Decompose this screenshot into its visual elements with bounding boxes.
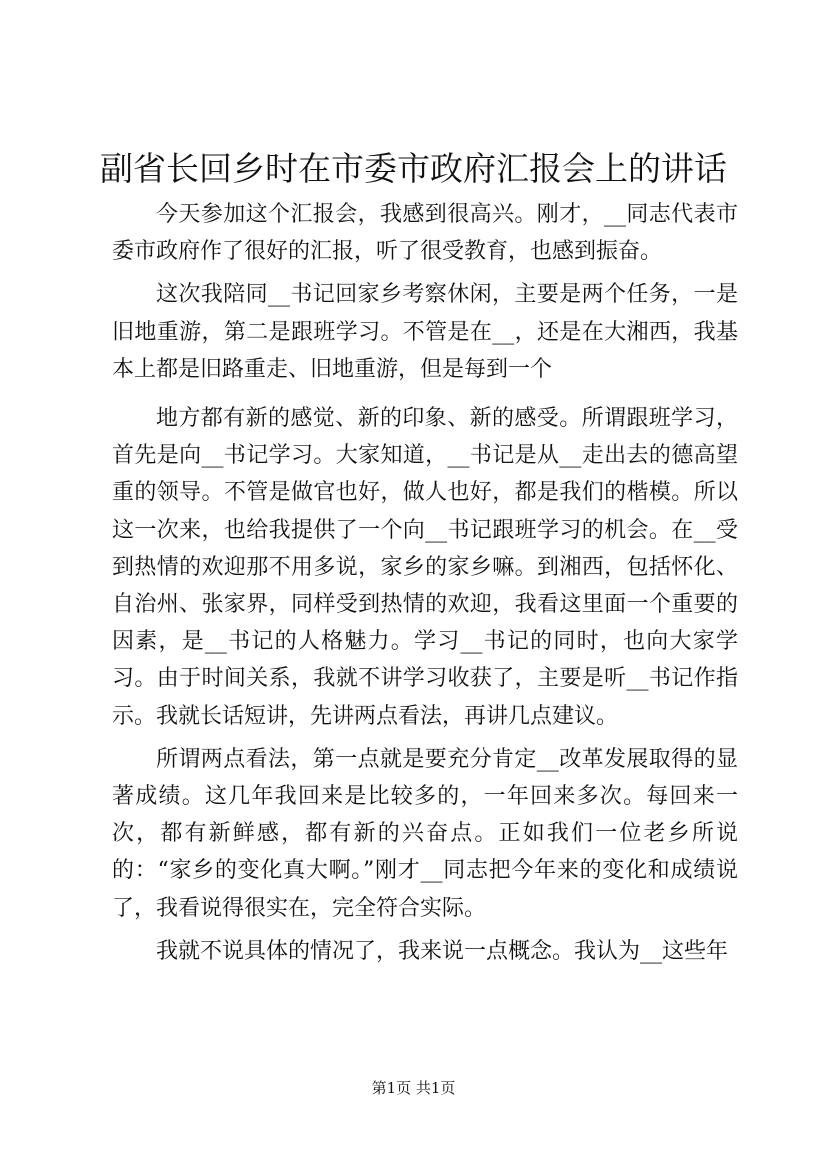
paragraph-4: 所谓两点看法，第一点就是要充分肯定__改革发展取得的显著成绩。这几年我回来是比较多的，一年回来多次。每回来一次，都有新鲜感，都有新的兴奋点。正如我们一位老乡所说的：“家乡的变化真大啊。”刚才__同志把今年来的变化和成绩说了，我看说得很实在，完全符合实际。 xyxy=(112,746,738,921)
document-body xyxy=(112,196,738,970)
page-footer: 第1页 共1页 xyxy=(371,1079,456,1097)
paragraph-2: 这次我陪同__书记回家乡考察休闲，主要是两个任务，一是旧地重游，第二是跟班学习。不管是在__，还是在大湘西，我基本上都是旧路重走、旧地重游，但是每到一个 xyxy=(112,282,738,382)
paragraph-1: 今天参加这个汇报会，我感到很高兴。刚才，__同志代表市委市政府作了很好的汇报，听了很受教育，也感到振奋。 xyxy=(112,202,738,265)
paragraph-5: 我就不说具体的情况了，我来说一点概念。我认为__这些年 xyxy=(156,938,729,964)
document-title: 副省长回乡时在市委市政府汇报会上的讲话 xyxy=(100,149,727,188)
paragraph-3: 地方都有新的感觉、新的印象、新的感受。所谓跟班学习，首先是向__书记学习。大家知道，__书记是从__走出去的德高望重的领导。不管是做官也好，做人也好，都是我们的楷模。所以这一次来，也给我提供了一个向__书记跟班学习的机会。在__受到热情的欢迎那不用多说，家乡的家乡嘛。到湘西，包括怀化、自治州、张家界，同样受到热情的欢迎，我看这里面一个重要的因素，是__书记的人格魅力。学习__书记的同时，也向大家学习。由于时间关系，我就不讲学习收获了，主要是听__书记作指示。我就长话短讲，先讲两点看法，再讲几点建议。 xyxy=(112,406,738,729)
